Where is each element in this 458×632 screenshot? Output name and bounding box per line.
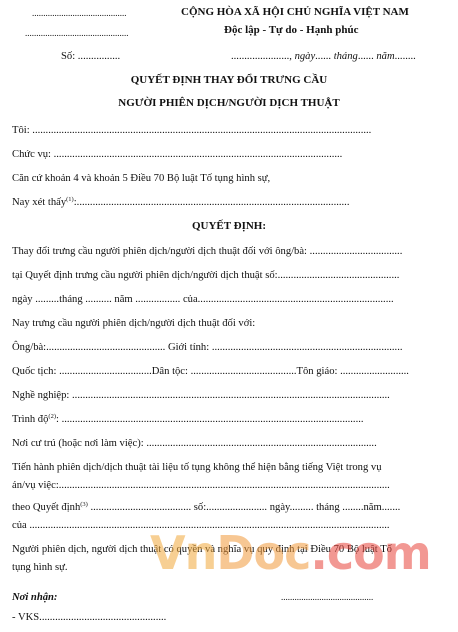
task-description-line-1: Tiến hành phiên dịch/dịch thuật tài liệu tố tụng không thể hiện bằng tiếng Việt trong vụ [12, 462, 382, 473]
date-year-dots: ........ [394, 51, 416, 62]
agency-placeholder-1: .......................................... [32, 8, 127, 18]
field-trinh-do [12, 413, 364, 426]
nay-xet-thay-label: Nay xét thấy [12, 197, 67, 208]
field-ong-ba: Ông/bà:............................................. Giới tính: ........................................................................ [12, 342, 403, 353]
document-title-line-1: QUYẾT ĐỊNH THAY ĐỔI TRƯNG CẦU [130, 74, 328, 86]
trinh-do-label: Trình độ [12, 414, 49, 425]
recipients-heading: Nơi nhận: [12, 592, 58, 603]
footnote-ref-1: (1) [66, 196, 74, 203]
field-nghe-nghiep: Nghề nghiệp: ........................................................................................................................ [12, 390, 390, 401]
theo-quyet-dinh-label: theo Quyết định [12, 502, 81, 513]
rights-line-2: tụng hình sự. [12, 562, 68, 573]
date-day-label: , ngày [289, 51, 316, 62]
date-month-label: tháng [331, 51, 358, 62]
nay-xet-thay-dots: :....................................................................................................... [73, 197, 350, 208]
recipient-vks: - VKS................................................ [12, 612, 167, 623]
legal-basis: Căn cứ khoản 4 và khoản 5 Điều 70 Bộ luật Tố tụng hình sự, [12, 173, 271, 184]
place-dots: ...................... [231, 51, 290, 62]
field-thay-doi: Thay đổi trưng cầu người phiên dịch/người dịch thuật đối với ông/bà: ................................... [12, 246, 403, 257]
trinh-do-dots: : .................................................................................................................. [56, 414, 364, 425]
field-cua: của ........................................................................................................................................ [12, 520, 390, 531]
field-ngay-thang: ngày .........tháng .......... năm ................. của.......................................................................... [12, 294, 394, 305]
issue-date [231, 50, 416, 63]
rights-line-1: Người phiên dịch, người dịch thuật có quyền và nghĩa vụ quy định tại Điều 70 Bộ luật Tố [12, 544, 392, 555]
watermark-part-2: Doc [216, 526, 311, 580]
document-title-line-2: NGƯỜI PHIÊN DỊCH/NGƯỜI DỊCH THUẬT [118, 97, 340, 109]
field-quoc-tich: Quốc tịch: ...................................Dân tộc: ........................................Tôn giáo: .......................... [12, 366, 409, 377]
field-nay-xet-thay [12, 196, 349, 209]
field-chuc-vu: Chức vụ: ............................................................................................................. [12, 149, 343, 160]
field-noi-cu-tru: Nơi cư trú (hoặc nơi làm việc): ....................................................................................... [12, 438, 377, 449]
field-an-vu-viec: án/vụ việc:............................................................................................................................. [12, 480, 390, 491]
watermark-part-1: Vn [150, 526, 217, 580]
date-day-dots: ...... [315, 51, 332, 62]
field-theo-quyet-dinh [12, 501, 400, 514]
date-month-dots: ...... [357, 51, 374, 62]
footnote-ref-2: (2) [48, 413, 56, 420]
new-request-intro: Nay trưng cầu người phiên dịch/người dịch thuật đối với: [12, 318, 256, 329]
theo-quyet-dinh-dots: ...................................... số:....................... ngày......... tháng ........năm....... [87, 502, 401, 513]
footnote-ref-3: (3) [80, 501, 88, 508]
nation-name: CỘNG HÒA XÃ HỘI CHỦ NGHĨA VIỆT NAM [181, 6, 409, 18]
vndoc-watermark-logo [150, 526, 431, 586]
agency-placeholder-2: .............................................. [25, 28, 129, 38]
field-toi: Tôi: ................................................................................................................................ [12, 125, 372, 136]
decision-heading: QUYẾT ĐỊNH: [191, 220, 267, 232]
nation-motto: Độc lập - Tự do - Hạnh phúc [224, 24, 359, 36]
document-number-label: Số: [61, 51, 78, 62]
date-year-label: năm [373, 51, 395, 62]
watermark-part-3: .com [310, 526, 431, 580]
document-number [61, 50, 120, 63]
document-number-dots: ................ [77, 51, 121, 62]
field-tai-quyet-dinh: tại Quyết định trưng cầu người phiên dịch/người dịch thuật số:.............................................. [12, 270, 400, 281]
signature-placeholder: ......................................... [281, 592, 374, 602]
